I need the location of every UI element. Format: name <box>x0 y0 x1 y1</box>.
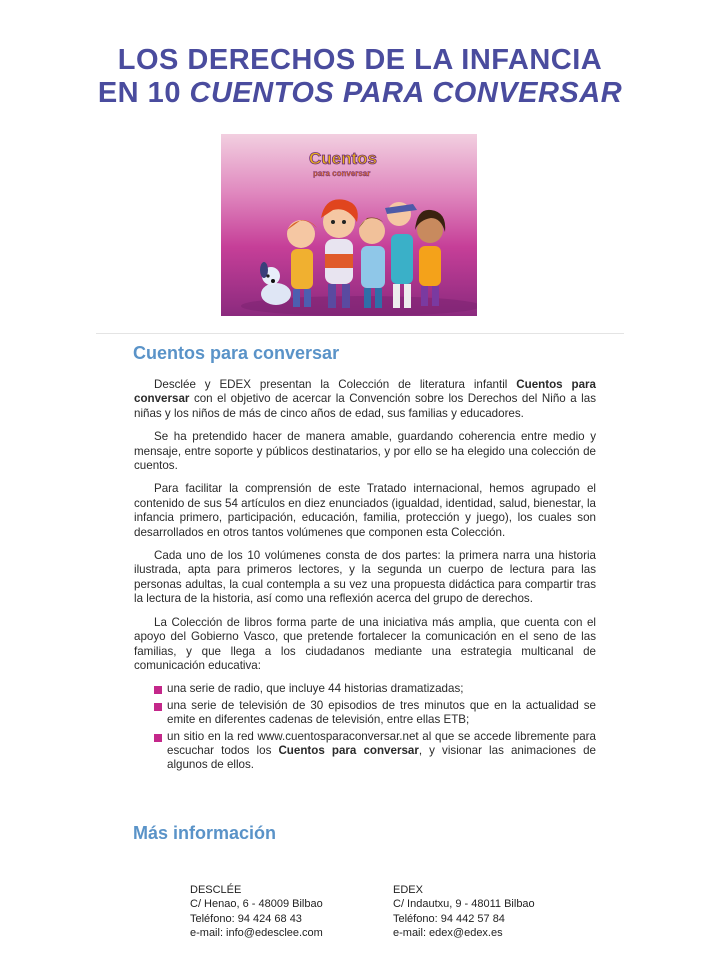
contact-desclee-address: C/ Henao, 6 - 48009 Bilbao <box>190 898 323 911</box>
bullet-item-radio <box>154 682 596 696</box>
title-line-2 <box>0 77 720 110</box>
title-line-1: LOS DERECHOS DE LA INFANCIA <box>117 44 603 76</box>
logo-text-top: Cuentos <box>309 149 377 168</box>
logo-text-bottom: para conversar <box>313 169 371 178</box>
bullet-square-icon <box>154 686 162 694</box>
title-line-2-italic: CUENTOS PARA CONVERSAR <box>189 77 623 109</box>
paragraph-1 <box>134 378 596 421</box>
paragraph-1-bold: Cuentos para conversar <box>134 378 596 406</box>
contact-edex-email: e-mail: edex@edex.es <box>393 927 503 940</box>
paragraph-5: La Colección de libros forma parte de una iniciativa más amplia, que cuenta con el apoyo del Gobierno Vasco, que pretende fortalecer la comunicación en el seno de las familias, y que llega a los ciudadanos mediante una estrategia multicanal de comunicación educativa: <box>134 615 596 672</box>
bullet-square-icon <box>154 734 162 742</box>
bullet-3-text-a: un sitio en la red www.cuentosparaconversar.net al que se accede libremente para escuchar todos los <box>167 729 596 757</box>
paragraph-1-text-a: Desclée y EDEX presentan la Colección de literatura infantil <box>154 378 517 391</box>
paragraph-2: Se ha pretendido hacer de manera amable, guardando coherencia entre medio y mensaje, entre soporte y públicos destinatarios, y por ello se ha elegido una colección de cuentos. <box>134 430 596 473</box>
bullet-square-icon <box>154 703 162 711</box>
contact-edex-phone: Teléfono: 94 442 57 84 <box>393 912 505 925</box>
bullet-2-text: una serie de televisión de 30 episodios de tres minutos que en la actualidad se emite en diferentes cadenas de televisión, entre ellas ETB; <box>167 698 596 727</box>
cover-logo <box>309 149 377 178</box>
title-line-2-prefix: EN 10 <box>97 77 190 109</box>
contact-edex-name: EDEX <box>393 884 423 896</box>
divider <box>96 333 624 334</box>
cover-illustration <box>221 134 477 316</box>
bullet-item-tv <box>154 699 596 728</box>
contact-desclee-name: DESCLÉE <box>190 884 242 896</box>
paragraph-3: Para facilitar la comprensión de este Tratado internacional, hemos agrupado el contenido de sus 54 artículos en diez enunciados (igualdad, identidad, salud, bienestar, la infancia primero, participación, educación, familia, protección y juego), los cuales son desarrollados en otros tantos volúmenes que componen esta Colección. <box>134 482 596 539</box>
section-heading-mas-informacion: Más información <box>133 823 277 843</box>
body-text <box>134 378 596 775</box>
bullet-3-text-b: , y visionar las animaciones de algunos de ellos. <box>167 743 596 772</box>
bullet-item-web <box>154 730 596 773</box>
bullet-3-bold: Cuentos para conversar <box>278 743 419 757</box>
section-heading-cuentos: Cuentos para conversar <box>133 343 340 363</box>
paragraph-1-text-b: con el objetivo de acercar la Convención sobre los Derechos del Niño a las niñas y los niños de más de cinco años de edad, sus familias y educadores. <box>134 392 596 420</box>
bullet-1-text: una serie de radio, que incluye 44 historias dramatizadas; <box>167 682 464 696</box>
page-title <box>0 44 720 110</box>
contact-edex-address: C/ Indautxu, 9 - 48011 Bilbao <box>393 898 535 911</box>
bullet-list <box>134 682 596 772</box>
cover-art <box>221 134 477 316</box>
contact-desclee-phone: Teléfono: 94 424 68 43 <box>190 912 302 925</box>
paragraph-4: Cada uno de los 10 volúmenes consta de dos partes: la primera narra una historia ilustrada, apta para primeros lectores, y la segunda un cuerpo de lectura para las personas adultas, la cual contempla a su vez una propuesta didáctica para compartir tras la lectura de la historia, así como una reflexión acerca del grupo de derechos. <box>134 549 596 606</box>
contact-edex <box>393 883 535 941</box>
contact-desclee-email: e-mail: info@edesclee.com <box>190 927 323 940</box>
contact-desclee <box>190 883 323 941</box>
